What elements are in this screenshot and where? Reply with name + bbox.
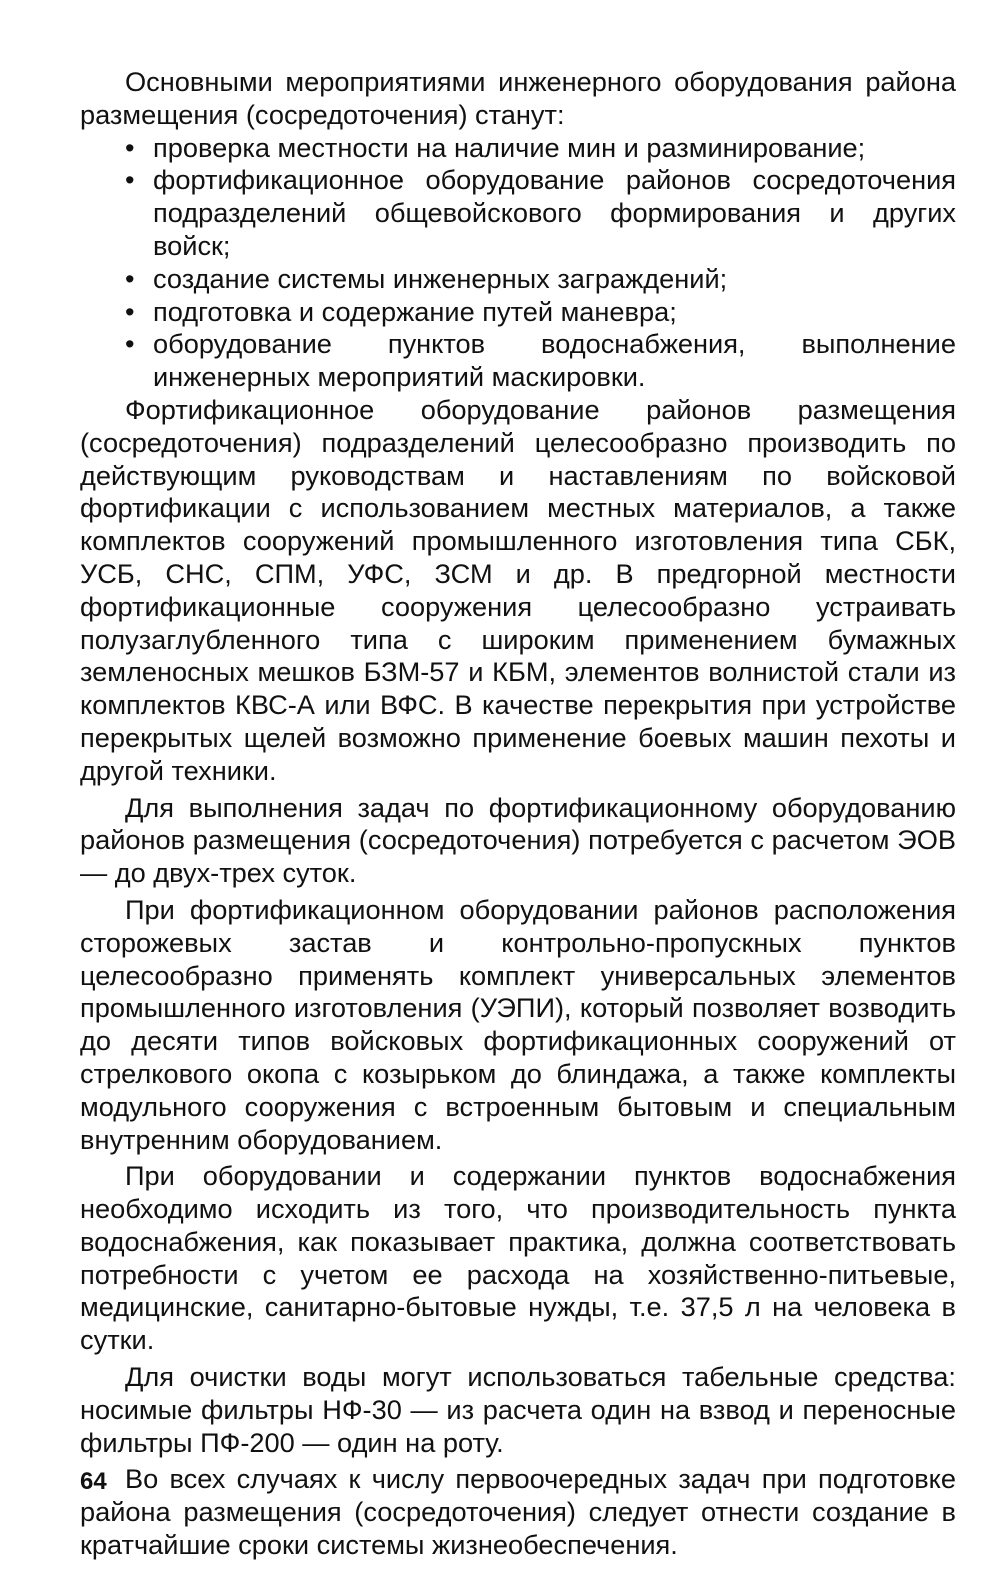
list-item-text: подготовка и содержание путей маневра; [153, 295, 677, 327]
bullet-icon: • [125, 131, 135, 163]
list-item-text: проверка местности на наличие мин и разминирование; [153, 131, 866, 163]
intro-paragraph: Основными мероприятиями инженерного оборудования района размещения (сосредоточения) станут: [80, 66, 956, 130]
paragraph-duration: Для выполнения задач по фортификационному оборудованию районов размещения (сосредоточения) потребуется с расчетом ЭОВ — до двух-трех суток. [80, 791, 956, 889]
bullet-icon: • [125, 164, 135, 196]
list-item [125, 164, 956, 262]
measures-list [80, 132, 956, 394]
bullet-icon: • [125, 328, 135, 360]
list-item-text: фортификационное оборудование районов сосредоточения подразделений общевойскового формирования и других войск; [153, 164, 956, 261]
list-item-text: оборудование пунктов водоснабжения, выполнение инженерных мероприятий маскировки. [153, 328, 956, 393]
list-item [125, 328, 956, 394]
list-item [125, 131, 956, 165]
page-number: 64 [80, 1468, 107, 1495]
paragraph-outposts: При фортификационном оборудовании районов расположения сторожевых застав и контрольно-пропускных пунктов целесообразно применять комплект универсальных элементов промышленного изготовления (УЭПИ), который позволяет возводить до десяти типов войсковых фортификационных сооружений от стрелкового окопа с козырьком до блиндажа, а также комплекты модульного сооружения с встроенным бытовым и специальным внутренним оборудованием. [80, 893, 956, 1155]
paragraph-water-supply: При оборудовании и содержании пунктов водоснабжения необходимо исходить из того, что производительность пункта водоснабжения, как показывает практика, должна соответствовать потребности с учетом ее расхода на хозяйственно-питьевые, медицинские, санитарно-бытовые нужды, т.е. 37,5 л на человека в сутки. [80, 1160, 956, 1356]
bullet-icon: • [125, 295, 135, 327]
paragraph-priorities: Во всех случаях к числу первоочередных задач при подготовке района размещения (сосредоточения) следует отнести создание в кратчайшие сроки системы жизнеобеспечения. [80, 1463, 956, 1561]
list-item-text: создание системы инженерных заграждений; [153, 262, 728, 294]
bullet-icon: • [125, 262, 135, 294]
page-body [80, 66, 956, 1562]
list-item [125, 262, 956, 296]
paragraph-water-filters: Для очистки воды могут использоваться табельные средства: носимые фильтры НФ-30 — из расчета один на взвод и переносные фильтры ПФ-200 — один на роту. [80, 1361, 956, 1458]
paragraph-fortification: Фортификационное оборудование районов размещения (сосредоточения) подразделений целесообразно производить по действующим руководствам и наставлениям по войсковой фортификации с использованием местных материалов, а также комплектов сооружений промышленного изготовления типа СБК, УСБ, СНС, СПМ, УФС, ЗСМ и др. В предгорной местности фортификационные сооружения целесообразно устраивать полузаглубленного типа с широким применением бумажных земленосных мешков БЗМ-57 и КБМ, элементов волнистой стали из комплектов КВС-А или ВФС. В качестве перекрытия при устройстве перекрытых щелей возможно применение боевых машин пехоты и другой техники. [80, 393, 956, 786]
list-item [125, 295, 956, 329]
